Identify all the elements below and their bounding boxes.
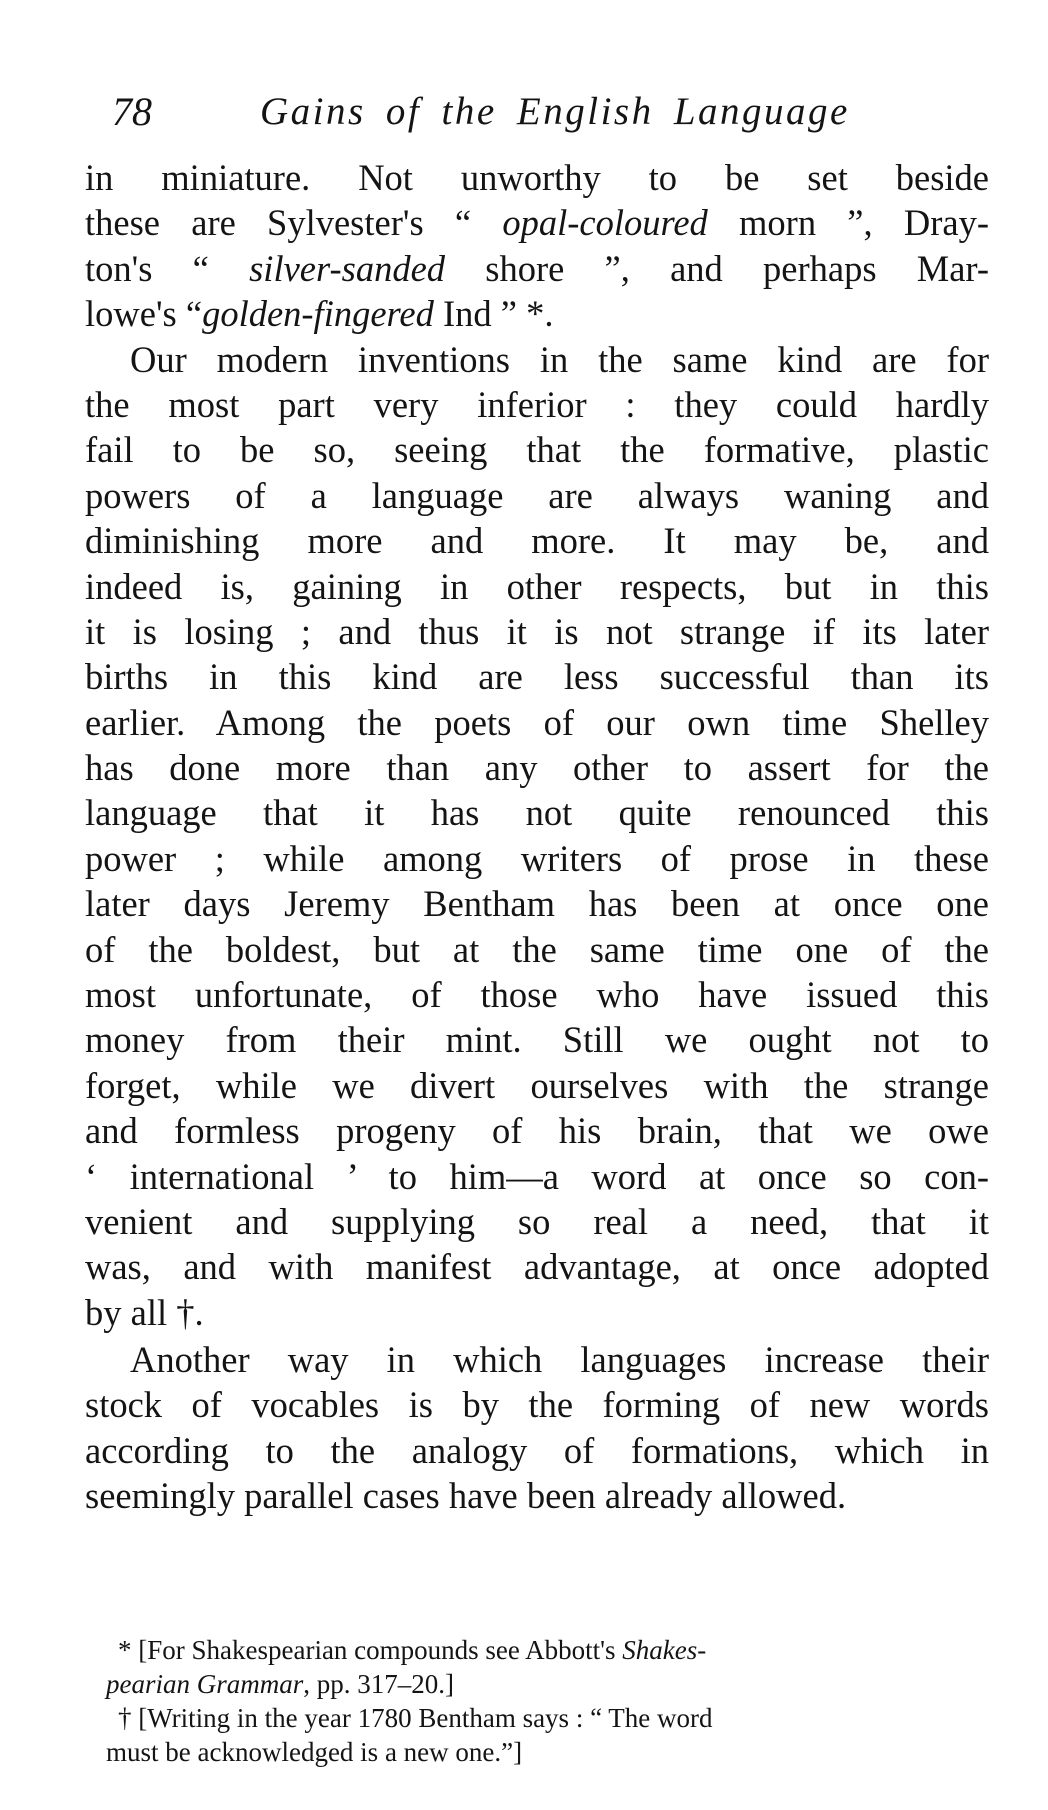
text-line: language that it has not quite renounced this [85,792,989,834]
footnotes [96,1633,976,1769]
text-line: fail to be so, seeing that the formative, plastic [85,429,989,471]
text-line: stock of vocables is by the forming of new words [85,1384,989,1426]
paragraph-block-2 [85,1337,989,1519]
text-line: Another way in which languages increase their [130,1339,989,1380]
text-line: these are Sylvester's “ opal-coloured morn ”, Dray- [85,202,989,244]
page-number: 78 [112,89,152,134]
text-line: powers of a language are always waning and [85,474,989,516]
text-line: forget, while we divert ourselves with the strange [85,1064,989,1106]
text-line: venient and supplying so real a need, that it [85,1200,989,1242]
text-line: has done more than any other to assert for the [85,747,989,789]
text-line: it is losing ; and thus it is not strange if its later [85,610,989,652]
text-line: most unfortunate, of those who have issued this [85,974,989,1016]
text-line: of the boldest, but at the same time one of the [85,928,989,970]
running-title: Gains of the English Language [260,90,850,133]
text-line: by all †. [85,1291,204,1333]
footnote-line: * [For Shakespearian compounds see Abbott's Shakes- [118,1635,707,1665]
text-line: was, and with manifest advantage, at once adopted [85,1246,989,1288]
text-line: earlier. Among the poets of our own time Shelley [85,701,989,743]
running-head [112,82,912,142]
text-line: ‘ international ’ to him—a word at once so con- [85,1155,989,1197]
text-line: the most part very inferior : they could hardly [85,383,989,425]
text-line: seemingly parallel cases have been already allowed. [85,1475,847,1517]
text-line: power ; while among writers of prose in these [85,837,989,879]
text-line: diminishing more and more. It may be, and [85,520,989,562]
text-line: in miniature. Not unworthy to be set beside [85,157,989,198]
text-line: lowe's “golden-fingered Ind ” *. [85,293,554,335]
paragraph-block-1 [85,155,989,1335]
text-line: and formless progeny of his brain, that we owe [85,1110,989,1152]
text-line: money from their mint. Still we ought not to [85,1019,989,1061]
text-line: indeed is, gaining in other respects, but in this [85,565,989,607]
text-line: Our modern inventions in the same kind are for [130,338,989,380]
text-line: births in this kind are less successful than its [85,656,989,698]
text-line: ton's “ silver-sanded shore ”, and perhaps Mar- [85,247,989,289]
footnote-line: must be acknowledged is a new one.”] [106,1737,523,1767]
footnote-line: pearian Grammar, pp. 317–20.] [106,1669,455,1699]
footnote-line: † [Writing in the year 1780 Bentham says : “ The word [118,1703,713,1733]
text-line: according to the analogy of formations, which in [85,1429,989,1471]
text-line: later days Jeremy Bentham has been at once one [85,883,989,925]
